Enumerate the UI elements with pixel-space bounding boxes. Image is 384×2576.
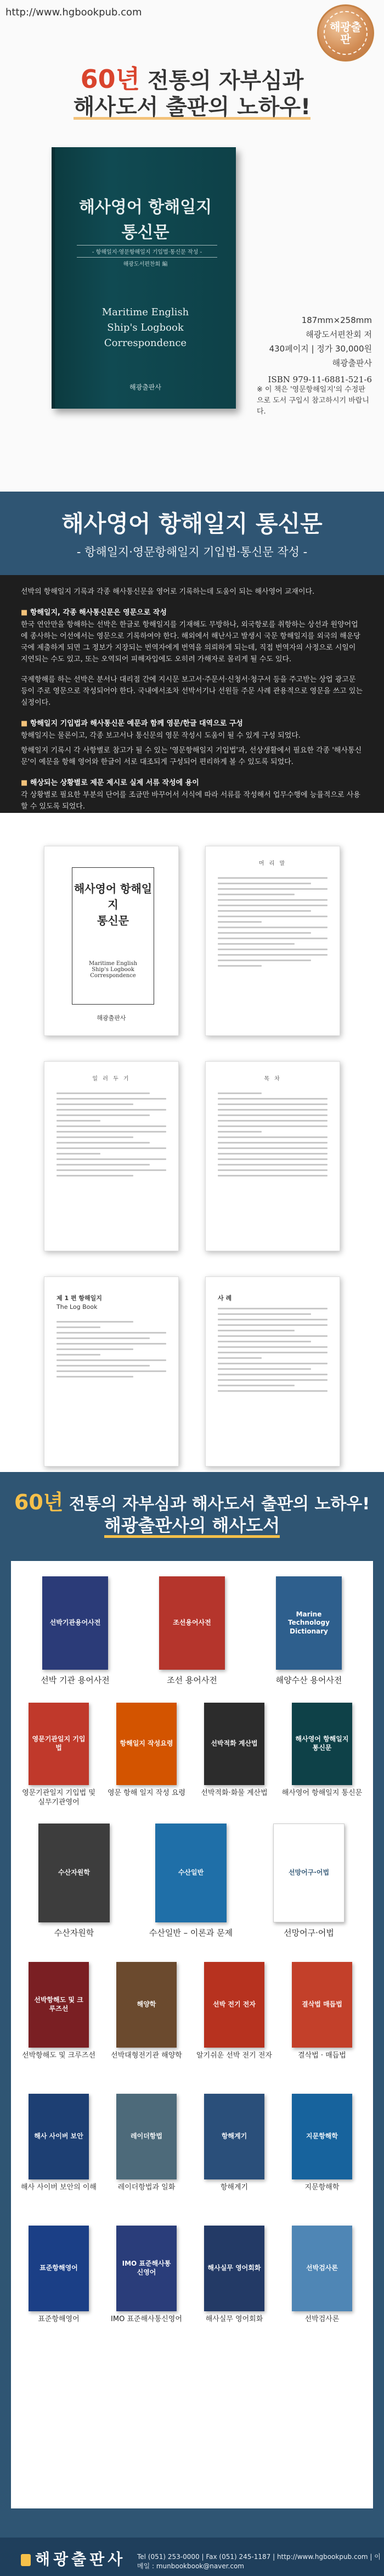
title-banner — [0, 492, 384, 575]
preface-text-lines — [218, 877, 327, 971]
desc-block-0 — [21, 606, 363, 665]
series-highlight: 60년 — [14, 1490, 64, 1514]
book-thumb: 선박적화 계산법 — [204, 1703, 264, 1785]
spec-pages-price: 430페이지 | 정가 30,000원 — [269, 344, 372, 354]
guide-title: 일 러 두 기 — [92, 1076, 131, 1082]
toc-lines — [218, 1092, 327, 1180]
banner-subtitle: - 항해일지·영문항해일지 기입법·통신문 작성 - — [76, 545, 308, 559]
book-item[interactable] — [281, 1703, 363, 1798]
book-item[interactable] — [105, 1962, 188, 2060]
anniversary-seal-icon — [317, 4, 374, 62]
book-title: 해사실무 영어회화 — [205, 2315, 263, 2323]
book-thumb: 표준항해영어 — [29, 2226, 89, 2311]
book-thumb: 영문기관일지 기입법 — [29, 1703, 89, 1785]
cover-en-line3: Correspondence — [104, 337, 187, 349]
sample-title-ko1: 해사영어 항해일지 — [74, 882, 153, 911]
chapter-text-lines — [57, 1321, 166, 1381]
footer-contact: Tel (051) 253-0000 | Fax (051) 245-1187 | http://www.hgbookpub.com | 이메일 : munbookbook@naver.com — [137, 2553, 381, 2570]
book-thumb: 수산자원학 — [38, 1824, 110, 1922]
book-item[interactable] — [193, 1703, 275, 1798]
cover-publisher: 해광출판사 — [129, 383, 161, 391]
chapter-subheading: The Log Book — [57, 1303, 98, 1311]
cover-title-line1: 해사영어 항해일지 — [78, 198, 212, 217]
book-title: 선박검사론 — [304, 2315, 340, 2323]
book-item[interactable] — [105, 2094, 188, 2192]
desc-body: 각 상황별로 필요한 부분의 단어를 조금만 바꾸어서 서식에 따라 서류를 작성해서 업무수행에 능률적으로 사용 할 수 있도록 되었다. — [21, 791, 360, 811]
book-title: 선박 기관 용어사전 — [41, 1675, 110, 1685]
book-cover-image — [52, 147, 236, 409]
book-title: 선박항해도 및 크루즈선 — [22, 2051, 95, 2060]
sample-en1: Maritime English — [88, 961, 138, 967]
spec-isbn: ISBN 979-11-6881-521-6 — [268, 375, 372, 384]
book-thumb: 선박 전기 전자 — [204, 1962, 264, 2048]
cover-en-line2: Ship's Logbook — [107, 322, 184, 333]
book-title: 표준항해영어 — [38, 2315, 80, 2323]
book-thumb: 지문항해학 — [292, 2094, 352, 2179]
series-headline-rest: 전통의 자부심과 해사도서 출판의 노하우! — [63, 1495, 370, 1514]
book-title: 선망어구·어법 — [284, 1928, 334, 1938]
desc-heading: ■ 항해일지 기입법과 해사통신문 예문과 함께 영문/한글 대역으로 구성 — [21, 717, 363, 728]
book-item[interactable] — [18, 2094, 100, 2192]
book-title: 조선 용어사전 — [167, 1675, 217, 1685]
example-heading: 사 례 — [218, 1295, 232, 1302]
book-thumb: 수산일반 — [155, 1824, 227, 1922]
desc-body: 한국 연안만을 항해하는 선박은 한글로 항해일지를 기재해도 무방하나, 외국항로를 취항하는 상선과 원양어업에 종사하는 어선에서는 영문으로 기록하여야 한다. 해외에서 해난사고 발생시 국문 항해일지를 외국의 해운당국에 제출하게 되면 그 정보가 지장되는 번역자에게 번역을 의뢰하게 되는데, 직접 번역자의 사정으로 시일이 지연되는 수도 있고, 또는 오역되어 피해자입에도 오히려 가해자로 몰리게 될 수도 있다. — [21, 621, 360, 663]
book-thumb: 결삭법 매듭법 — [292, 1962, 352, 2048]
book-title: 결삭법 · 매듭법 — [298, 2051, 346, 2060]
series-headline — [0, 1485, 384, 1515]
desc-body: 항해일지 기록시 각 사항별로 참고가 될 수 있는 '영문항해일지 기입법'과, 선상생활에서 필요한 각종 '해사통신문'이 예문을 항해 영어와 한글이 서로 대조되게 구성되어 편리하게 볼 수 있도록 되었다. — [21, 746, 362, 766]
hero-headline-line2 — [0, 94, 384, 120]
book-thumb: 선박기관용어사전 — [42, 1576, 108, 1670]
book-thumb: 선망어구·어법 — [273, 1824, 345, 1922]
desc-heading: ■ 해상되는 상황별로 제문 제시로 실제 서류 작성에 용이 — [21, 777, 363, 787]
sample-publisher: 해광출판사 — [97, 1014, 126, 1022]
book-thumb: 레이더항법 — [116, 2094, 177, 2179]
series-subheadline — [0, 1515, 384, 1538]
book-item[interactable] — [105, 2226, 188, 2324]
book-item[interactable] — [18, 1962, 100, 2060]
book-item[interactable] — [136, 1824, 246, 1938]
chapter-heading: 제 1 편 항해일지 — [57, 1295, 102, 1302]
book-thumb: 선박항해도 및 크루즈선 — [29, 1962, 89, 2048]
desc-heading: ■ 항해일지, 각종 해사통신문은 영문으로 작성 — [21, 606, 363, 617]
description-section — [0, 575, 384, 813]
book-title: 영문기관일지 기입법 및 실무기관영어 — [22, 1789, 95, 1806]
book-title: IMO 표준해사통신영어 — [111, 2315, 182, 2323]
sample-en2: Ship's Logbook — [92, 967, 134, 973]
example-text-lines — [218, 1308, 327, 1396]
book-title: 지문항해학 — [304, 2183, 340, 2192]
book-item[interactable] — [193, 1962, 275, 2060]
sample-page-title — [44, 846, 179, 1036]
book-note: ※ 이 책은 '영문항해일지'의 수정판으로 도서 구입시 참고하시기 바랍니다. — [257, 386, 369, 416]
book-item[interactable] — [281, 2226, 363, 2324]
sample-pages-section — [0, 813, 384, 1472]
book-item[interactable] — [22, 1824, 126, 1938]
series-book-grid — [11, 1561, 373, 2508]
book-item[interactable] — [18, 2226, 100, 2324]
cover-title-line2: 통신문 — [121, 223, 170, 242]
hero-section — [0, 0, 384, 492]
spec-publisher: 해광출판사 — [332, 358, 372, 368]
book-item[interactable] — [281, 2094, 363, 2192]
book-item[interactable] — [105, 1703, 188, 1798]
book-thumb: 해양학 — [116, 1962, 177, 2048]
book-item[interactable] — [281, 1962, 363, 2060]
desc-body: 항해일지는 물론이고, 각종 보고서나 통신문의 영문 작성시 도움이 될 수 있게 구성 되었다. — [21, 732, 301, 740]
book-item[interactable] — [262, 1576, 355, 1686]
book-title: 영문 항해 일지 작성 요령 — [107, 1789, 186, 1797]
hero-headline-rest: 전통의 자부심과 — [140, 68, 304, 93]
book-thumb: 항해계기 — [204, 2094, 264, 2179]
book-title: 수산자원학 — [54, 1928, 94, 1938]
book-thumb: 해사영어 항해일지 통신문 — [292, 1703, 352, 1785]
sample-page-preface — [205, 846, 340, 1036]
seal-text: 해광출판 — [324, 11, 368, 55]
desc-block-2 — [21, 717, 363, 741]
sample-page-example — [205, 1276, 340, 1467]
sample-en3: Correspondence — [90, 973, 136, 979]
book-item[interactable] — [193, 2094, 275, 2192]
book-item[interactable] — [29, 1576, 122, 1686]
book-thumb: Marine Technology Dictionary — [276, 1576, 342, 1670]
cover-en-line1: Maritime English — [101, 306, 189, 318]
cover-subtitle: - 항해일지·영문항해일지 기입법·통신문 작성 - — [77, 245, 217, 258]
book-thumb: 해사 사이버 보안 — [29, 2094, 89, 2179]
book-title: 해사영어 항해일지 통신문 — [281, 1789, 363, 1797]
book-item[interactable] — [145, 1576, 239, 1686]
book-title: 해사 사이버 보안의 이해 — [21, 2183, 97, 2192]
description-intro: 선박의 항해일지 기록과 각종 해사통신문을 영어로 기록하는데 도움이 되는 해사영어 교재이다. — [21, 588, 315, 596]
book-title: 선박대형전기관 해양학 — [111, 2051, 182, 2060]
book-thumb: 해사실무 영어회화 — [204, 2226, 264, 2311]
toc-title: 목 차 — [264, 1076, 281, 1082]
sample-page-chapter — [44, 1276, 179, 1467]
desc-body: 국제항해를 하는 선박은 분서나 대리점 간에 지시문 보고서·주문서·신청서·청구서 등을 주고받는 상업 광고문 등이 주로 영문으로 작성되어야 한다. 국내에서조차 선박서기나 선원들 주문 사례 관용적으로 영문을 쓰고 있는 실정이다. — [21, 676, 363, 707]
hero-highlight: 60년 — [80, 64, 140, 94]
book-title: 레이더항법과 일화 — [117, 2183, 176, 2192]
preface-title: 머 리 말 — [258, 861, 287, 867]
guide-text-lines — [57, 1092, 166, 1180]
spec-author: 해광도서편찬회 저 — [306, 330, 372, 339]
book-thumb: 선박검사론 — [292, 2226, 352, 2311]
book-thumb: 조선용어사전 — [159, 1576, 225, 1670]
cover-author: 해광도서편찬회 編 — [123, 261, 168, 267]
book-specs — [246, 313, 372, 387]
hero-headline-line1 — [0, 59, 384, 96]
sample-cover-frame — [72, 867, 154, 1005]
sample-title-ko2: 통신문 — [97, 914, 129, 927]
desc-block-4 — [21, 777, 363, 812]
book-thumb: 항해일지 작성요령 — [116, 1703, 177, 1785]
book-title: 항해계기 — [220, 2183, 249, 2192]
spec-size: 187mm×258mm — [301, 315, 372, 325]
book-title: 해양수산 용어사전 — [275, 1675, 342, 1685]
sample-page-guide — [44, 1061, 179, 1251]
book-item[interactable] — [193, 2226, 275, 2324]
series-subheadline-text: 해광출판사의 해사도서 — [104, 1516, 280, 1538]
series-section — [0, 1472, 384, 2576]
site-url-link[interactable]: http://www.hgbookpub.com — [5, 7, 142, 18]
footer — [0, 2538, 384, 2576]
banner-title: 해사영어 항해일지 통신문 — [61, 510, 323, 537]
footer-logo: 해광출판사 — [21, 2547, 126, 2569]
book-item[interactable] — [257, 1824, 361, 1938]
book-title: 선박적화·화물 계산법 — [201, 1789, 268, 1797]
book-item[interactable] — [18, 1703, 100, 1807]
sample-page-toc — [205, 1061, 340, 1251]
book-title: 알기쉬운 선박 전기 전자 — [196, 2051, 272, 2060]
book-title: 수산일반 – 이론과 문제 — [149, 1928, 233, 1938]
hero-headline-line2-text: 해사도서 출판의 노하우! — [73, 94, 311, 120]
book-thumb: IMO 표준해사통신영어 — [116, 2226, 177, 2311]
